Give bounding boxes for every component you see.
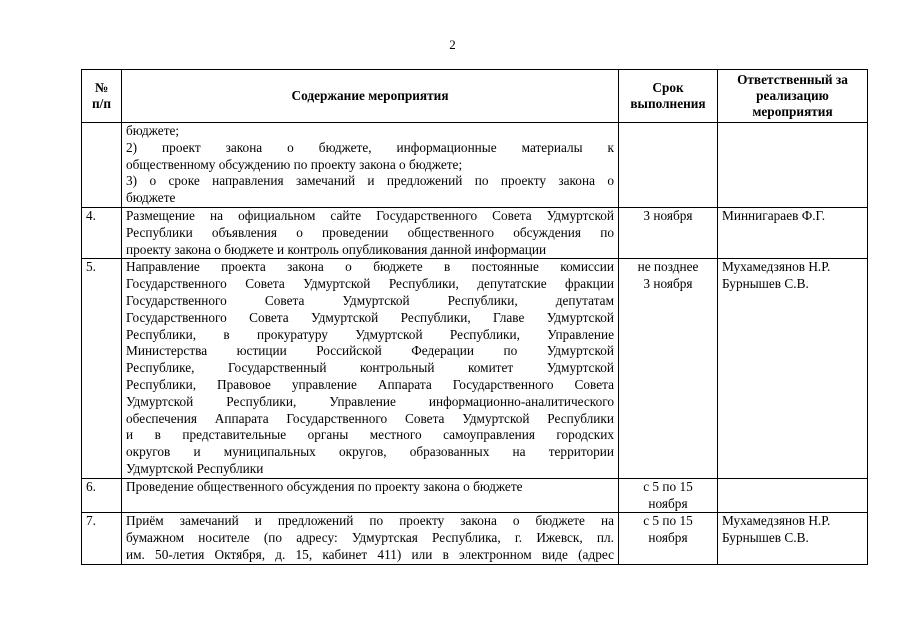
term-line: с 5 по 15 bbox=[643, 478, 693, 494]
content-line: Направление проекта закона о бюджете в постоянные комиссии bbox=[126, 259, 614, 275]
header-responsible-line: мероприятия bbox=[752, 104, 833, 119]
term-line: 3 ноября bbox=[643, 207, 693, 223]
content-line: Проведение общественного обсуждения по проекту закона о бюджете bbox=[126, 478, 523, 494]
content-line: Приём замечаний и предложений по проекту закона о бюджете на bbox=[126, 513, 614, 529]
content-line: Республики, Правовое управление Аппарата Государственного Совета bbox=[126, 376, 614, 392]
content-line: Республике, Государственный контрольный комитет Удмуртской bbox=[126, 360, 614, 376]
header-num-line: п/п bbox=[91, 96, 112, 111]
table-row bbox=[82, 478, 868, 513]
row-content bbox=[122, 123, 619, 208]
row-number: 7. bbox=[82, 513, 122, 564]
content-line: бюджете; bbox=[126, 123, 180, 138]
row-content bbox=[122, 207, 619, 258]
term-line: ноября bbox=[648, 495, 688, 511]
responsible-line: Бурнышев С.В. bbox=[722, 530, 809, 546]
row-content bbox=[122, 478, 619, 513]
page-number: 2 bbox=[449, 37, 456, 52]
header-responsible-line: Ответственный за bbox=[737, 72, 848, 87]
responsible-line: Бурнышев С.В. bbox=[722, 276, 809, 292]
row-number: 4. bbox=[82, 207, 122, 258]
row-term bbox=[619, 207, 718, 258]
content-line: бюджете bbox=[126, 190, 176, 206]
row-term bbox=[619, 123, 718, 208]
row-number: 6. bbox=[82, 478, 122, 513]
table-header-row bbox=[82, 70, 868, 123]
row-number bbox=[82, 123, 122, 208]
term-line: 3 ноября bbox=[643, 276, 693, 292]
header-term-line: Срок bbox=[652, 80, 684, 95]
events-table bbox=[81, 69, 868, 565]
row-content bbox=[122, 513, 619, 564]
content-line: Удмуртской Республики bbox=[126, 460, 264, 476]
row-term bbox=[619, 513, 718, 564]
content-line: Республики, в прокуратуру Удмуртской Республики, Управление bbox=[126, 326, 614, 342]
row-responsible bbox=[718, 123, 868, 208]
content-line: Удмуртской Республики, Управление информационно-аналитического bbox=[126, 393, 614, 409]
row-responsible bbox=[718, 513, 868, 564]
header-term bbox=[619, 70, 718, 123]
responsible-line: Миннигараев Ф.Г. bbox=[722, 207, 826, 223]
header-responsible-line: реализацию bbox=[756, 88, 829, 103]
row-responsible bbox=[718, 478, 868, 513]
content-line: округов и муниципальных округов, образованных на территории bbox=[126, 444, 614, 460]
header-num bbox=[82, 70, 122, 123]
content-line: Государственного Совета Удмуртской Республики, депутатские фракции bbox=[126, 276, 614, 292]
content-line: бумажном носителе (по адресу: Удмуртская Республика, г. Ижевск, пл. bbox=[126, 530, 614, 546]
content-line: Размещение на официальном сайте Государственного Совета Удмуртской bbox=[126, 207, 614, 223]
header-num-line: № bbox=[94, 80, 109, 95]
row-content bbox=[122, 259, 619, 478]
table-row bbox=[82, 207, 868, 258]
table-row bbox=[82, 513, 868, 564]
row-term bbox=[619, 478, 718, 513]
page-bottom-margin bbox=[0, 578, 905, 640]
content-line: Государственного Совета Удмуртской Республики, Главе Удмуртской bbox=[126, 309, 614, 325]
content-line: и в представительные органы местного самоуправления городских bbox=[126, 427, 614, 443]
content-line: 2) проект закона о бюджете, информационные материалы к bbox=[126, 139, 614, 155]
term-line: с 5 по 15 bbox=[643, 513, 693, 529]
content-line: общественному обсуждению по проекту закона о бюджете; bbox=[126, 156, 463, 172]
row-number: 5. bbox=[82, 259, 122, 478]
table-row bbox=[82, 123, 868, 208]
content-line: проекту закона о бюджете и контроль опубликования данной информации bbox=[126, 241, 547, 257]
responsible-line: Мухамедзянов Н.Р. bbox=[722, 259, 831, 275]
content-line: 3) о сроке направления замечаний и предложений по проекту закона о bbox=[126, 173, 614, 189]
term-line: ноября bbox=[648, 530, 688, 546]
header-content: Содержание мероприятия bbox=[122, 70, 619, 123]
responsible-line: Мухамедзянов Н.Р. bbox=[722, 513, 831, 529]
content-line: обеспечения Аппарата Государственного Совета Удмуртской Республики bbox=[126, 410, 614, 426]
content-line: Республики объявления о проведении общественного обсуждения по bbox=[126, 224, 614, 240]
header-responsible bbox=[718, 70, 868, 123]
content-line: Министерства юстиции Российской Федерации по Удмуртской bbox=[126, 343, 614, 359]
term-line: не позднее bbox=[637, 259, 699, 275]
table-row bbox=[82, 259, 868, 478]
content-line: Государственного Совета Удмуртской Республики, депутатам bbox=[126, 292, 614, 308]
row-responsible bbox=[718, 207, 868, 258]
content-line: им. 50-летия Октября, д. 15, кабинет 411) или в электронном виде (адрес bbox=[126, 546, 614, 562]
row-responsible bbox=[718, 259, 868, 478]
row-term bbox=[619, 259, 718, 478]
header-term-line: выполнения bbox=[630, 96, 706, 111]
